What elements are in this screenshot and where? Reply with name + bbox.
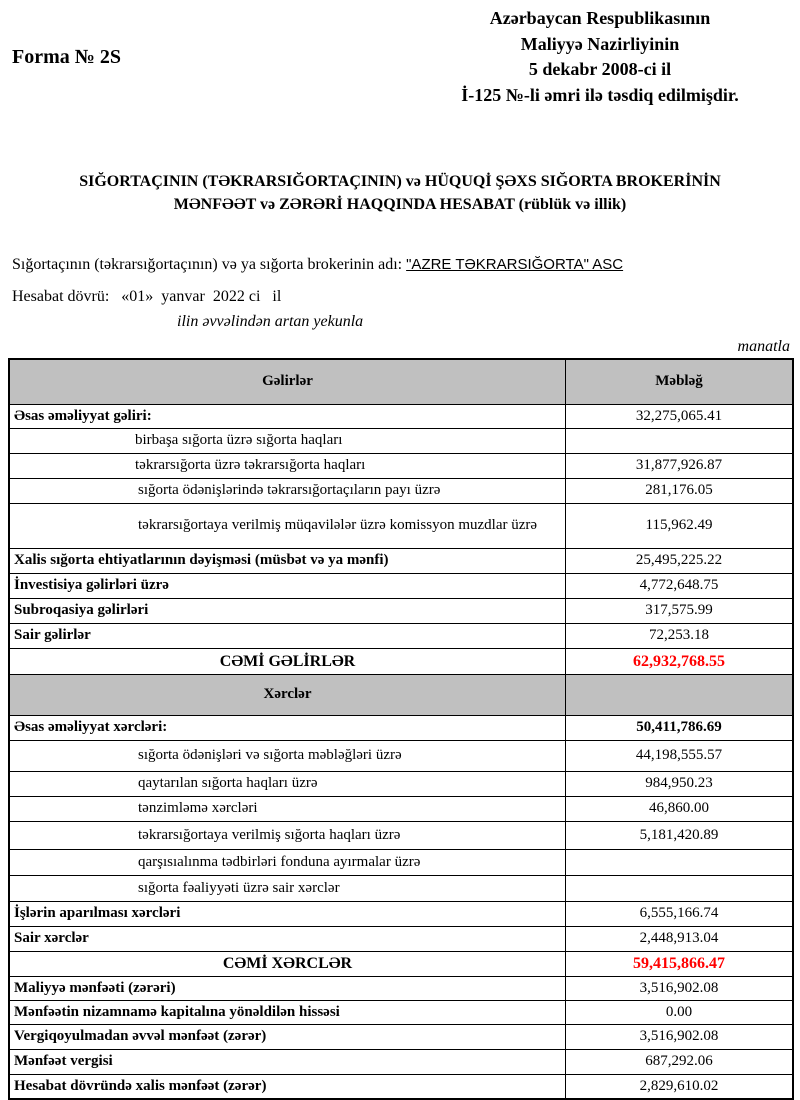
table-row [9,623,793,648]
row-label: təkrarsığorta üzrə təkrarsığorta haqları [9,453,566,478]
table-row [9,453,793,478]
approval-line: Maliyyə Nazirliyinin [520,33,680,54]
table-row [9,796,793,821]
table-row [9,1024,793,1049]
row-label: Xərclər [9,674,566,715]
row-amount: 3,516,902.08 [566,976,794,1000]
row-label: qaytarılan sığorta haqları üzrə [9,771,566,796]
row-label: CƏMİ XƏRCLƏR [9,951,566,976]
row-amount: 72,253.18 [566,623,794,648]
currency-unit: manatla [737,338,790,355]
row-label: Vergiqoyulmadan əvvəl mənfəət (zərər) [9,1024,566,1049]
row-amount: 0.00 [566,1000,794,1024]
row-label: təkrarsığortaya verilmiş sığorta haqları üzrə [9,821,566,849]
row-amount [566,875,794,901]
row-label: Subroqasiya gəlirləri [9,598,566,623]
table-row [9,1049,793,1074]
row-label: İnvestisiya gəlirləri üzrə [9,573,566,598]
table-row [9,1000,793,1024]
row-label: Sair gəlirlər [9,623,566,648]
table-row [9,548,793,573]
table-row [9,503,793,548]
row-label: İşlərin aparılması xərcləri [9,901,566,926]
table-row [9,428,793,453]
table-row [9,875,793,901]
row-label: Mənfəətin nizamnamə kapitalına yönəldilən hissəsi [9,1000,566,1024]
profit-loss-table [8,358,794,1100]
insurer-name: "AZRE TƏKRARSIĞORTA" ASC [406,256,624,273]
approval-line: Azərbaycan Respublikasının [489,8,711,28]
row-label: qarşısıalınma tədbirləri fonduna ayırmalar üzrə [9,849,566,875]
row-amount: 2,829,610.02 [566,1074,794,1099]
row-label: Əsas əməliyyat gəliri: [9,404,566,428]
row-amount: 317,575.99 [566,598,794,623]
row-label: Gəlirlər [9,359,566,404]
table-row [9,901,793,926]
expense-total-row [9,951,793,976]
form-number: Forma № 2S [12,46,121,68]
table-row [9,771,793,796]
row-label: Hesabat dövründə xalis mənfəət (zərər) [9,1074,566,1099]
row-amount: 32,275,065.41 [566,404,794,428]
row-label: Sair xərclər [9,926,566,951]
row-amount [566,849,794,875]
header-row [9,359,793,404]
table-row [9,926,793,951]
row-amount: 687,292.06 [566,1049,794,1074]
title-line-1: SIĞORTAÇININ (TƏKRARSIĞORTAÇININ) və HÜQUQİ ŞƏXS SIĞORTA BROKERİNİN [79,173,721,190]
income-total-row [9,648,793,674]
table-row [9,849,793,875]
row-amount: 31,877,926.87 [566,453,794,478]
row-label: sığorta ödənişləri və sığorta məbləğləri üzrə [9,740,566,771]
row-amount: 281,176.05 [566,478,794,503]
row-label: Maliyyə mənfəəti (zərəri) [9,976,566,1000]
row-amount: Məbləğ [566,359,794,404]
row-amount: 6,555,166.74 [566,901,794,926]
row-label: birbaşa sığorta üzrə sığorta haqları [9,428,566,453]
row-amount: 50,411,786.69 [566,715,794,740]
row-label: sığorta fəaliyyəti üzrə sair xərclər [9,875,566,901]
expense-header-row [9,674,793,715]
table-row [9,740,793,771]
approval-note [420,6,780,108]
row-label: təkrarsığortaya verilmiş müqavilələr üzrə komissyon muzdlar üzrə [9,503,566,548]
row-amount: 4,772,648.75 [566,573,794,598]
table-row [9,1074,793,1099]
table-row [9,821,793,849]
row-label: CƏMİ GƏLİRLƏR [9,648,566,674]
report-title [0,170,800,216]
insurer-line [12,256,623,274]
row-amount: 115,962.49 [566,503,794,548]
table-row [9,478,793,503]
approval-line: 5 dekabr 2008-ci il [528,59,672,79]
table-row [9,715,793,740]
title-suffix: (rüblük və illik) [518,196,627,213]
table-row [9,598,793,623]
table-row [9,976,793,1000]
row-amount: 3,516,902.08 [566,1024,794,1049]
row-amount [566,428,794,453]
row-label: Əsas əməliyyat xərcləri: [9,715,566,740]
row-label: Xalis sığorta ehtiyatlarının dəyişməsi (müsbət və ya mənfi) [9,548,566,573]
row-label: tənzimləmə xərcləri [9,796,566,821]
row-amount: 62,932,768.55 [566,648,794,674]
row-label: sığorta ödənişlərində təkrarsığortaçıların payı üzrə [9,478,566,503]
reporting-period: Hesabat dövrü: «01» yanvar 2022 ci il [12,288,282,305]
cumulative-note: ilin əvvəlindən artan yekunla [177,313,364,330]
row-amount: 59,415,866.47 [566,951,794,976]
approval-line: İ-125 №-li əmri ilə təsdiq edilmişdir. [461,84,739,105]
title-line-2: MƏNFƏƏT və ZƏRƏRİ HAQQINDA HESABAT [173,196,515,213]
row-label: Mənfəət vergisi [9,1049,566,1074]
row-amount: 46,860.00 [566,796,794,821]
row-amount: 984,950.23 [566,771,794,796]
row-amount: 2,448,913.04 [566,926,794,951]
table-row [9,573,793,598]
insurer-label: Sığortaçının (təkrarsığortaçının) və ya sığorta brokerinin adı: [12,256,403,273]
row-amount: 44,198,555.57 [566,740,794,771]
row-amount [566,674,794,715]
row-amount: 25,495,225.22 [566,548,794,573]
row-amount: 5,181,420.89 [566,821,794,849]
table-row [9,404,793,428]
